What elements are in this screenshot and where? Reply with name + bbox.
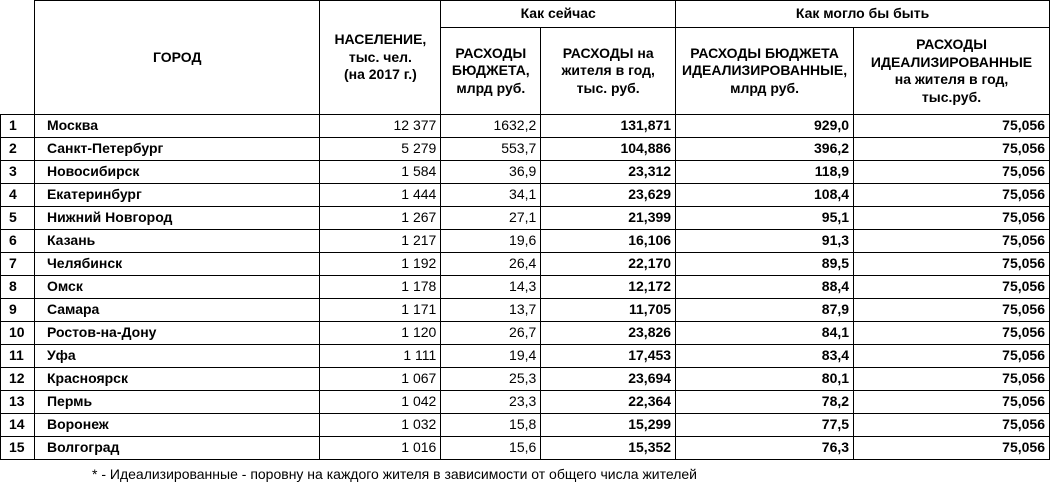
budget-ideal-value: 396,2 xyxy=(676,138,854,161)
population-header xyxy=(320,1,441,115)
row-number: 9 xyxy=(1,299,35,322)
per-capita-ideal-header xyxy=(854,28,1050,115)
table-row xyxy=(1,184,1050,207)
budget-now-value: 13,7 xyxy=(441,299,541,322)
table-row xyxy=(1,115,1050,138)
per-capita-now-value: 15,352 xyxy=(541,437,676,460)
footnote: * - Идеализированные - поровну на каждого жителя в зависимости от общего числа жителей xyxy=(92,466,697,482)
budget-now-value: 26,7 xyxy=(441,322,541,345)
budget-now-value: 34,1 xyxy=(441,184,541,207)
table-row xyxy=(1,253,1050,276)
table-row xyxy=(1,414,1050,437)
row-number: 5 xyxy=(1,207,35,230)
city-name: Москва xyxy=(34,115,319,138)
population-value: 1 111 xyxy=(320,345,441,368)
budget-ideal-value: 80,1 xyxy=(676,368,854,391)
per-capita-now-value: 17,453 xyxy=(541,345,676,368)
per-capita-ideal-value: 75,056 xyxy=(854,414,1050,437)
row-number: 14 xyxy=(1,414,35,437)
city-name: Ростов-на-Дону xyxy=(34,322,319,345)
population-value: 1 171 xyxy=(320,299,441,322)
row-number: 12 xyxy=(1,368,35,391)
row-number: 6 xyxy=(1,230,35,253)
city-name: Омск xyxy=(34,276,319,299)
budget-ideal-value: 929,0 xyxy=(676,115,854,138)
per-capita-now-value: 21,399 xyxy=(541,207,676,230)
budget-now-header-line: РАСХОДЫ xyxy=(455,44,527,61)
per-capita-now-header xyxy=(541,28,676,115)
per-capita-now-value: 23,694 xyxy=(541,368,676,391)
per-capita-ideal-value: 75,056 xyxy=(854,368,1050,391)
population-value: 1 016 xyxy=(320,437,441,460)
population-value: 1 444 xyxy=(320,184,441,207)
budget-ideal-header xyxy=(676,28,854,115)
per-capita-now-value: 104,886 xyxy=(541,138,676,161)
table-row xyxy=(1,299,1050,322)
city-name: Санкт-Петербург xyxy=(34,138,319,161)
row-number: 7 xyxy=(1,253,35,276)
budget-ideal-value: 84,1 xyxy=(676,322,854,345)
per-capita-now-value: 23,826 xyxy=(541,322,676,345)
per-capita-now-value: 23,629 xyxy=(541,184,676,207)
per-capita-now-value: 12,172 xyxy=(541,276,676,299)
budget-ideal-value: 87,9 xyxy=(676,299,854,322)
city-name: Челябинск xyxy=(34,253,319,276)
budget-ideal-value: 78,2 xyxy=(676,391,854,414)
per-capita-now-header-line: РАСХОДЫ на xyxy=(562,44,654,61)
per-capita-ideal-value: 75,056 xyxy=(854,207,1050,230)
population-value: 5 279 xyxy=(320,138,441,161)
population-value: 1 217 xyxy=(320,230,441,253)
population-value: 1 192 xyxy=(320,253,441,276)
city-name: Екатеринбург xyxy=(34,184,319,207)
budget-ideal-value: 91,3 xyxy=(676,230,854,253)
population-header-line: тыс. чел. xyxy=(348,48,412,65)
per-capita-ideal-value: 75,056 xyxy=(854,345,1050,368)
budget-ideal-value: 88,4 xyxy=(676,276,854,299)
per-capita-ideal-value: 75,056 xyxy=(854,138,1050,161)
group-header-could-be: Как могло бы быть xyxy=(676,1,1050,28)
per-capita-ideal-value: 75,056 xyxy=(854,184,1050,207)
per-capita-ideal-value: 75,056 xyxy=(854,276,1050,299)
row-number: 13 xyxy=(1,391,35,414)
population-value: 1 067 xyxy=(320,368,441,391)
per-capita-ideal-value: 75,056 xyxy=(854,253,1050,276)
per-capita-now-value: 22,170 xyxy=(541,253,676,276)
budget-ideal-header-line: млрд руб. xyxy=(730,79,800,96)
budget-ideal-value: 108,4 xyxy=(676,184,854,207)
per-capita-now-value: 16,106 xyxy=(541,230,676,253)
table-row xyxy=(1,207,1050,230)
budget-ideal-value: 83,4 xyxy=(676,345,854,368)
table-row xyxy=(1,276,1050,299)
population-value: 1 042 xyxy=(320,391,441,414)
budget-now-value: 19,6 xyxy=(441,230,541,253)
per-capita-now-value: 15,299 xyxy=(541,414,676,437)
population-header-line: НАСЕЛЕНИЕ, xyxy=(334,31,427,48)
per-capita-now-value: 22,364 xyxy=(541,391,676,414)
table-row xyxy=(1,391,1050,414)
population-value: 12 377 xyxy=(320,115,441,138)
budget-now-value: 19,4 xyxy=(441,345,541,368)
budget-ideal-header-line: ИДЕАЛИЗИРОВАННЫЕ, xyxy=(682,62,848,79)
per-capita-ideal-value: 75,056 xyxy=(854,322,1050,345)
row-number: 2 xyxy=(1,138,35,161)
budget-now-value: 26,4 xyxy=(441,253,541,276)
row-number: 15 xyxy=(1,437,35,460)
city-name: Нижний Новгород xyxy=(34,207,319,230)
per-capita-now-header-line: жителя в год, xyxy=(561,62,655,79)
budget-ideal-value: 118,9 xyxy=(676,161,854,184)
row-number: 8 xyxy=(1,276,35,299)
per-capita-ideal-value: 75,056 xyxy=(854,230,1050,253)
row-number: 10 xyxy=(1,322,35,345)
per-capita-ideal-value: 75,056 xyxy=(854,391,1050,414)
budget-ideal-value: 89,5 xyxy=(676,253,854,276)
budget-ideal-value: 76,3 xyxy=(676,437,854,460)
city-name: Казань xyxy=(34,230,319,253)
per-capita-ideal-value: 75,056 xyxy=(854,299,1050,322)
per-capita-now-header-line: тыс. руб. xyxy=(576,79,640,96)
budget-ideal-value: 95,1 xyxy=(676,207,854,230)
header-row-groups xyxy=(1,1,1050,28)
table-row xyxy=(1,138,1050,161)
table-row xyxy=(1,437,1050,460)
row-number-header xyxy=(1,1,35,115)
table-row xyxy=(1,230,1050,253)
row-number: 1 xyxy=(1,115,35,138)
table-row xyxy=(1,345,1050,368)
budget-now-value: 553,7 xyxy=(441,138,541,161)
population-value: 1 032 xyxy=(320,414,441,437)
population-value: 1 178 xyxy=(320,276,441,299)
per-capita-ideal-value: 75,056 xyxy=(854,437,1050,460)
row-number: 11 xyxy=(1,345,35,368)
city-name: Пермь xyxy=(34,391,319,414)
per-capita-now-value: 23,312 xyxy=(541,161,676,184)
row-number: 4 xyxy=(1,184,35,207)
per-capita-ideal-header-line: на жителя в год, xyxy=(894,71,1009,87)
table-row xyxy=(1,161,1050,184)
city-name: Самара xyxy=(34,299,319,322)
budget-now-value: 15,8 xyxy=(441,414,541,437)
budget-now-value: 1632,2 xyxy=(441,115,541,138)
city-name: Волгоград xyxy=(34,437,319,460)
budget-now-header-line: БЮДЖЕТА, xyxy=(451,62,530,79)
budget-now-value: 25,3 xyxy=(441,368,541,391)
table-row xyxy=(1,322,1050,345)
per-capita-now-value: 11,705 xyxy=(541,299,676,322)
population-value: 1 267 xyxy=(320,207,441,230)
per-capita-now-value: 131,871 xyxy=(541,115,676,138)
budget-now-value: 14,3 xyxy=(441,276,541,299)
per-capita-ideal-header-line: РАСХОДЫ xyxy=(916,36,987,52)
table-row xyxy=(1,368,1050,391)
per-capita-ideal-header-line: ИДЕАЛИЗИРОВАННЫЕ xyxy=(870,53,1033,70)
city-header: ГОРОД xyxy=(34,1,319,115)
per-capita-ideal-header-line: тыс.руб. xyxy=(921,88,982,105)
budget-now-header xyxy=(441,28,541,115)
budget-now-value: 23,3 xyxy=(441,391,541,414)
city-name: Уфа xyxy=(34,345,319,368)
budget-now-value: 15,6 xyxy=(441,437,541,460)
city-name: Красноярск xyxy=(34,368,319,391)
budget-now-value: 27,1 xyxy=(441,207,541,230)
city-name: Воронеж xyxy=(34,414,319,437)
per-capita-ideal-value: 75,056 xyxy=(854,161,1050,184)
population-header-line: (на 2017 г.) xyxy=(343,66,417,83)
group-header-now: Как сейчас xyxy=(441,1,676,28)
budget-now-value: 36,9 xyxy=(441,161,541,184)
per-capita-ideal-value: 75,056 xyxy=(854,115,1050,138)
population-value: 1 120 xyxy=(320,322,441,345)
row-number: 3 xyxy=(1,161,35,184)
city-name: Новосибирск xyxy=(34,161,319,184)
budget-ideal-value: 77,5 xyxy=(676,414,854,437)
budget-ideal-header-line: РАСХОДЫ БЮДЖЕТА xyxy=(690,44,839,61)
budget-now-header-line: млрд руб. xyxy=(456,79,526,96)
population-value: 1 584 xyxy=(320,161,441,184)
